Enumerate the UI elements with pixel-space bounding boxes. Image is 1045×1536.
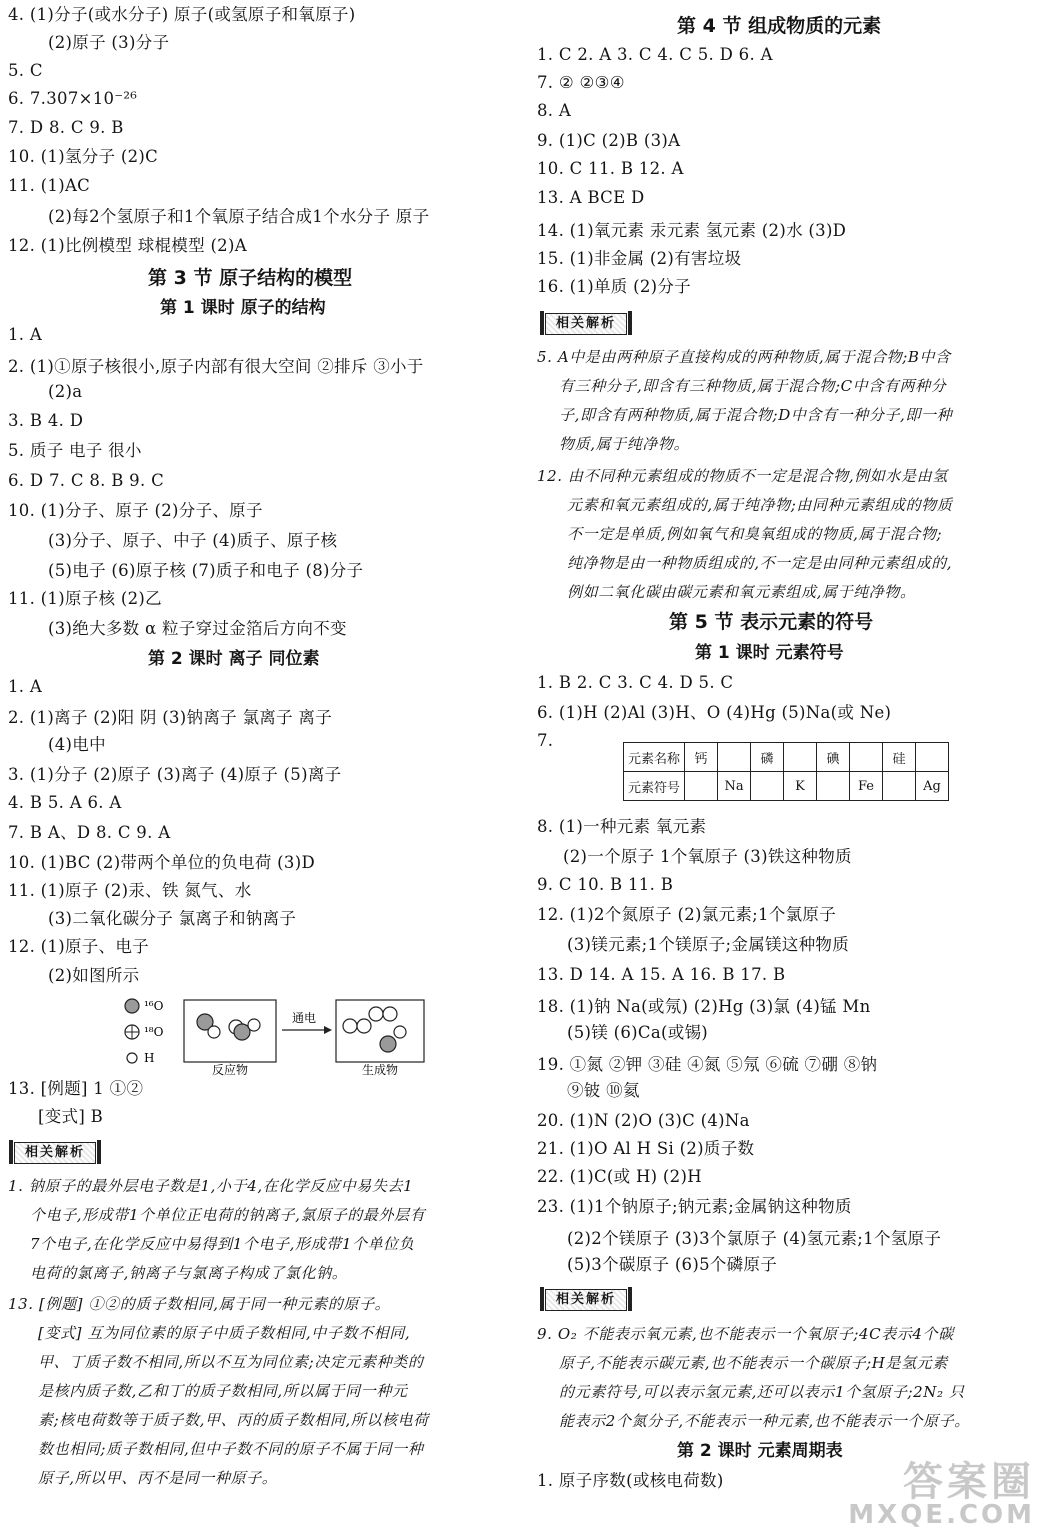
explanation-line: 能表示2个氮分子,不能表示一种元素,也不能表示一个原子。 [559, 1412, 970, 1430]
answer-line: 1. A [8, 677, 43, 696]
answer-line: (2)一个原子 1个氧原子 (3)铁这种物质 [563, 847, 852, 866]
answer-line: 13. A BCE D [537, 188, 645, 207]
explanation-line: 例如二氧化碳由碳元素和氧元素组成,属于纯净物。 [567, 583, 916, 601]
lesson-title: 第 2 课时 元素周期表 [677, 1441, 843, 1461]
answer-line: 6. 7.307×10⁻²⁶ [8, 89, 138, 108]
answer-line: 1. B 2. C 3. C 4. D 5. C [537, 673, 734, 692]
answer-line: 23. (1)1个钠原子;钠元素;金属钠这种物质 [537, 1197, 852, 1216]
answer-line: 1. 原子序数(或核电荷数) [537, 1471, 724, 1490]
legend-h-label: H [144, 1051, 155, 1065]
lesson-title: 第 2 课时 离子 同位素 [148, 649, 320, 669]
explanation-line: 是核内质子数,乙和丁的质子数相同,所以属于同一种元 [38, 1382, 408, 1400]
explanation-line: [变式] 互为同位素的原子中质子数相同,中子数不相同, [38, 1324, 411, 1342]
answer-line: 10. (1)氢分子 (2)C [8, 147, 159, 166]
answer-line: 11. (1)原子 (2)汞、铁 氮气、水 [8, 881, 252, 900]
answer-line: 7. ② ②③④ [537, 73, 625, 92]
section-title: 第 5 节 表示元素的符号 [669, 611, 874, 633]
answer-line: 11. (1)AC [8, 176, 91, 195]
answer-line: 14. (1)氧元素 汞元素 氢元素 (2)水 (3)D [537, 221, 847, 240]
explanation-line: 个电子,形成带1个单位正电荷的钠离子,氯原子的最外层有 [30, 1206, 426, 1224]
answer-line: (5)电子 (6)原子核 (7)质子和电子 (8)分子 [48, 561, 364, 580]
explanation-line: 的元素符号,可以表示氢元素,还可以表示1个氢原子;2N₂ 只 [559, 1383, 965, 1401]
explanation-line: 电荷的氯离子,钠离子与氯离子构成了氯化钠。 [30, 1264, 348, 1282]
watermark-url: MXQE.COM [848, 1500, 1035, 1530]
answer-line: 21. (1)O Al H Si (2)质子数 [537, 1139, 755, 1158]
explanation-line: 1. 钠原子的最外层电子数是1,小于4,在化学反应中易失去1 [8, 1177, 414, 1195]
explanation-line: 原子,不能表示碳元素,也不能表示一个碳原子;H是氢元素 [559, 1354, 948, 1372]
explanation-line: 有三种分子,即含有三种物质,属于混合物;C中含有两种分 [559, 377, 947, 395]
answer-line: (2)原子 (3)分子 [48, 33, 170, 52]
answer-line: (2)如图所示 [48, 966, 140, 985]
answer-line: 2. (1)离子 (2)阳 阴 (3)钠离子 氯离子 离子 [8, 708, 333, 727]
explanation-line: 物质,属于纯净物。 [559, 435, 690, 453]
explanation-line: 7个电子,在化学反应中易得到1个电子,形成带1个单位负 [30, 1235, 415, 1253]
lesson-title: 第 1 课时 元素符号 [695, 643, 844, 663]
legend-o18-label: ¹⁸O [144, 1025, 164, 1039]
answer-line: (5)3个碳原子 (6)5个磷原子 [567, 1255, 778, 1274]
explanation-line: 子,即含有两种物质,属于混合物;D中含有一种分子,即一种 [559, 406, 953, 424]
table-row: 元素符号 Na K Fe Ag [624, 772, 949, 801]
answer-line: (2)2个镁原子 (3)3个氯原子 (4)氢元素;1个氢原子 [567, 1229, 942, 1248]
explanation-line: 5. A中是由两种原子直接构成的两种物质,属于混合物;B中含 [537, 348, 951, 366]
section-title: 第 4 节 组成物质的元素 [677, 15, 882, 37]
answer-line: 10. (1)分子、原子 (2)分子、原子 [8, 501, 263, 520]
answer-line: 3. B 4. D [8, 411, 84, 430]
explanation-line: 不一定是单质,例如氧气和臭氧组成的物质,属于混合物; [567, 525, 943, 543]
answer-line: [变式] B [38, 1107, 104, 1126]
answer-line: 7. B A、D 8. C 9. A [8, 823, 171, 842]
explanation-line: 12. 由不同种元素组成的物质不一定是混合物,例如水是由氢 [537, 467, 948, 485]
answer-line: 1. A [8, 325, 43, 344]
answer-line: 4. (1)分子(或水分子) 原子(或氢原子和氧原子) [8, 5, 356, 24]
answer-line: 10. C 11. B 12. A [537, 159, 684, 178]
explanation-line: 原子,所以甲、丙不是同一种原子。 [38, 1469, 278, 1487]
answer-line: 6. (1)H (2)Al (3)H、O (4)Hg (5)Na(或 Ne) [537, 703, 892, 722]
answer-line: (3)二氧化碳分子 氯离子和钠离子 [48, 909, 297, 928]
answer-line: 12. (1)2个氮原子 (2)氯元素;1个氯原子 [537, 905, 837, 924]
reactant-label: 反应物 [211, 1063, 249, 1076]
answer-line: 8. (1)一种元素 氧元素 [537, 817, 707, 836]
answer-line: 12. (1)比例模型 球棍模型 (2)A [8, 236, 247, 255]
legend-o16-label: ¹⁶O [144, 999, 164, 1013]
answer-line: 12. (1)原子、电子 [8, 937, 149, 956]
answer-line: 3. (1)分子 (2)原子 (3)离子 (4)原子 (5)离子 [8, 765, 342, 784]
answer-line: 1. C 2. A 3. C 4. C 5. D 6. A [537, 45, 773, 64]
answer-line: (2)每2个氢原子和1个氧原子结合成1个水分子 原子 [48, 207, 430, 226]
legend-o16-icon [125, 999, 139, 1013]
answer-line: 15. (1)非金属 (2)有害垃圾 [537, 249, 742, 268]
explanation-line: 9. O₂ 不能表示氧元素,也不能表示一个氧原子;4C表示4个碳 [537, 1325, 954, 1343]
answer-line: 22. (1)C(或 H) (2)H [537, 1167, 702, 1186]
answer-line: 8. A [537, 101, 572, 120]
answer-line: 7. D 8. C 9. B [8, 118, 124, 137]
answer-line: 13. [例题] 1 ①② [8, 1079, 144, 1098]
answer-line: 7. [537, 731, 554, 750]
answer-line: 19. ①氮 ②钾 ③硅 ④氮 ⑤氖 ⑥硫 ⑦硼 ⑧钠 [537, 1055, 878, 1074]
answer-line: 16. (1)单质 (2)分子 [537, 277, 691, 296]
answer-line: (3)镁元素;1个镁原子;金属镁这种物质 [567, 935, 849, 954]
section-title: 第 3 节 原子结构的模型 [148, 267, 353, 289]
analysis-tag: 相关解析 [545, 313, 627, 335]
product-label: 生成物 [361, 1063, 399, 1076]
element-table [623, 742, 949, 801]
answer-line: 2. (1)①原子核很小,原子内部有很大空间 ②排斥 ③小于 [8, 357, 424, 376]
analysis-tag: 相关解析 [545, 1289, 627, 1311]
answer-line: 11. (1)原子核 (2)乙 [8, 589, 162, 608]
reaction-diagram [118, 992, 428, 1076]
answer-line: 10. (1)BC (2)带两个单位的负电荷 (3)D [8, 853, 315, 872]
answer-line: 18. (1)钠 Na(或氖) (2)Hg (3)氯 (4)锰 Mn [537, 997, 871, 1016]
explanation-line: 13. [例题] ①②的质子数相同,属于同一种元素的原子。 [8, 1295, 391, 1313]
answer-line: (4)电中 [48, 735, 106, 754]
answer-line: 13. D 14. A 15. A 16. B 17. B [537, 965, 786, 984]
legend-h-icon [127, 1053, 137, 1063]
table-row: 元素名称 钙 磷 碘 硅 [624, 743, 949, 772]
explanation-line: 数也相同;质子数相同,但中子数不同的原子不属于同一种 [38, 1440, 424, 1458]
answer-line: ⑨铍 ⑩氦 [567, 1081, 640, 1100]
answer-line: (3)绝大多数 α 粒子穿过金箔后方向不变 [48, 619, 347, 638]
answer-line: 9. (1)C (2)B (3)A [537, 131, 681, 150]
answer-line: 5. C [8, 61, 43, 80]
explanation-line: 纯净物是由一种物质组成的,不一定是由同种元素组成的, [567, 554, 953, 572]
answer-line: 4. B 5. A 6. A [8, 793, 122, 812]
explanation-line: 素;核电荷数等于质子数,甲、丙的质子数相同,所以核电荷 [38, 1411, 429, 1429]
answer-line: 20. (1)N (2)O (3)C (4)Na [537, 1111, 750, 1130]
explanation-line: 元素和氧元素组成的,属于纯净物;由同种元素组成的物质 [567, 496, 953, 514]
answer-line: 6. D 7. C 8. B 9. C [8, 471, 164, 490]
analysis-tag: 相关解析 [14, 1142, 96, 1164]
answer-line: (2)a [48, 382, 83, 401]
watermark-text: 答案圈 [903, 1459, 1035, 1505]
lesson-title: 第 1 课时 原子的结构 [160, 298, 326, 318]
answer-line: (3)分子、原子、中子 (4)质子、原子核 [48, 531, 338, 550]
answer-line: 5. 质子 电子 很小 [8, 441, 142, 460]
answer-line: 9. C 10. B 11. B [537, 875, 674, 894]
arrow-label: 通电 [291, 1011, 317, 1025]
explanation-line: 甲、丁质子数不相同,所以不互为同位素;决定元素种类的 [38, 1353, 424, 1371]
watermark [848, 1459, 1035, 1530]
answer-line: (5)镁 (6)Ca(或锡) [567, 1023, 709, 1042]
